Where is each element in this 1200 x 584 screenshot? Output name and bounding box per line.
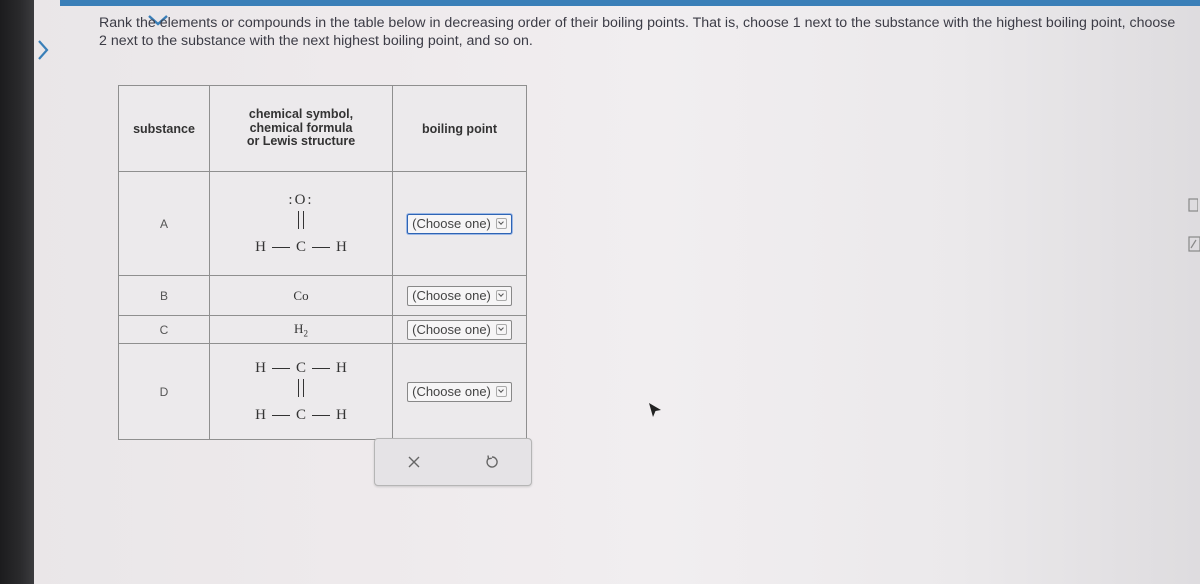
formula-b: Co	[210, 276, 393, 316]
structure-header-line1: chemical symbol,	[248, 107, 354, 122]
undo-icon	[484, 454, 500, 470]
mouse-cursor-icon	[648, 402, 662, 423]
hydrogen-atom: H	[336, 360, 347, 376]
carbon-atom: C	[295, 407, 306, 423]
substance-label-c: C	[119, 316, 210, 344]
oxygen-atom: :O:	[288, 192, 314, 208]
single-bond	[312, 247, 330, 248]
edge-edit-icon[interactable]	[1188, 236, 1200, 255]
hydrogen-atom: H	[255, 407, 266, 423]
rank-select-value: (Choose one)	[412, 288, 491, 303]
reset-button[interactable]	[472, 442, 512, 482]
dropdown-chevron-icon	[496, 218, 507, 229]
substance-header: substance	[119, 86, 210, 172]
double-bond	[298, 211, 304, 229]
rank-select-value: (Choose one)	[412, 322, 491, 337]
edge-checkbox-icon[interactable]	[1188, 198, 1198, 215]
answer-actions-bar	[374, 438, 532, 486]
clear-button[interactable]	[394, 442, 434, 482]
single-bond	[312, 368, 330, 369]
table-row	[119, 276, 527, 316]
single-bond	[272, 247, 290, 248]
substance-label-d: D	[119, 344, 210, 440]
top-accent-bar	[60, 0, 1200, 6]
boiling-point-header: boiling point	[393, 86, 527, 172]
rank-select-value: (Choose one)	[412, 384, 491, 399]
structure-header	[210, 86, 393, 172]
structure-header-line3: or Lewis structure	[246, 134, 356, 149]
x-icon	[407, 455, 421, 469]
rank-select-d[interactable]	[407, 382, 512, 402]
hydrogen-atom: H	[255, 239, 266, 255]
dropdown-chevron-icon	[496, 290, 507, 301]
formula-base: H	[294, 320, 304, 336]
boiling-point-cell-d	[393, 344, 527, 440]
table-row	[119, 172, 527, 276]
rank-select-value: (Choose one)	[412, 216, 491, 231]
formula-c	[210, 316, 393, 344]
substance-label-a: A	[119, 172, 210, 276]
boiling-point-cell-c	[393, 316, 527, 344]
dropdown-chevron-icon	[496, 324, 507, 335]
structure-header-line2: chemical formula	[249, 120, 353, 135]
hydrogen-atom: H	[255, 360, 266, 376]
rank-select-a[interactable]	[407, 214, 512, 234]
screen-bezel	[0, 0, 34, 584]
single-bond	[312, 415, 330, 416]
rank-select-c[interactable]	[407, 320, 512, 340]
substance-table	[118, 85, 527, 440]
hydrogen-atom: H	[336, 239, 347, 255]
lewis-structure-a	[210, 172, 393, 276]
lewis-structure-d	[210, 344, 393, 440]
boiling-point-cell-b	[393, 276, 527, 316]
question-instructions: Rank the elements or compounds in the table below in decreasing order of their boiling points. That is, choose 1 next to the substance with the highest boiling point, choose 2 next to the substance with the next highest boiling point, and so on.	[99, 15, 1176, 49]
collapse-arrow-icon[interactable]	[36, 38, 50, 62]
single-bond	[272, 368, 290, 369]
table-row	[119, 316, 527, 344]
carbon-atom: C	[295, 239, 306, 255]
substance-label-b: B	[119, 276, 210, 316]
rank-select-b[interactable]	[407, 286, 512, 306]
double-bond	[298, 379, 304, 397]
hydrogen-atom: H	[336, 407, 347, 423]
formula-subscript: 2	[303, 328, 308, 339]
dropdown-chevron-icon	[496, 386, 507, 397]
table-row	[119, 344, 527, 440]
carbon-atom: C	[295, 360, 306, 376]
single-bond	[272, 415, 290, 416]
boiling-point-cell-a	[393, 172, 527, 276]
